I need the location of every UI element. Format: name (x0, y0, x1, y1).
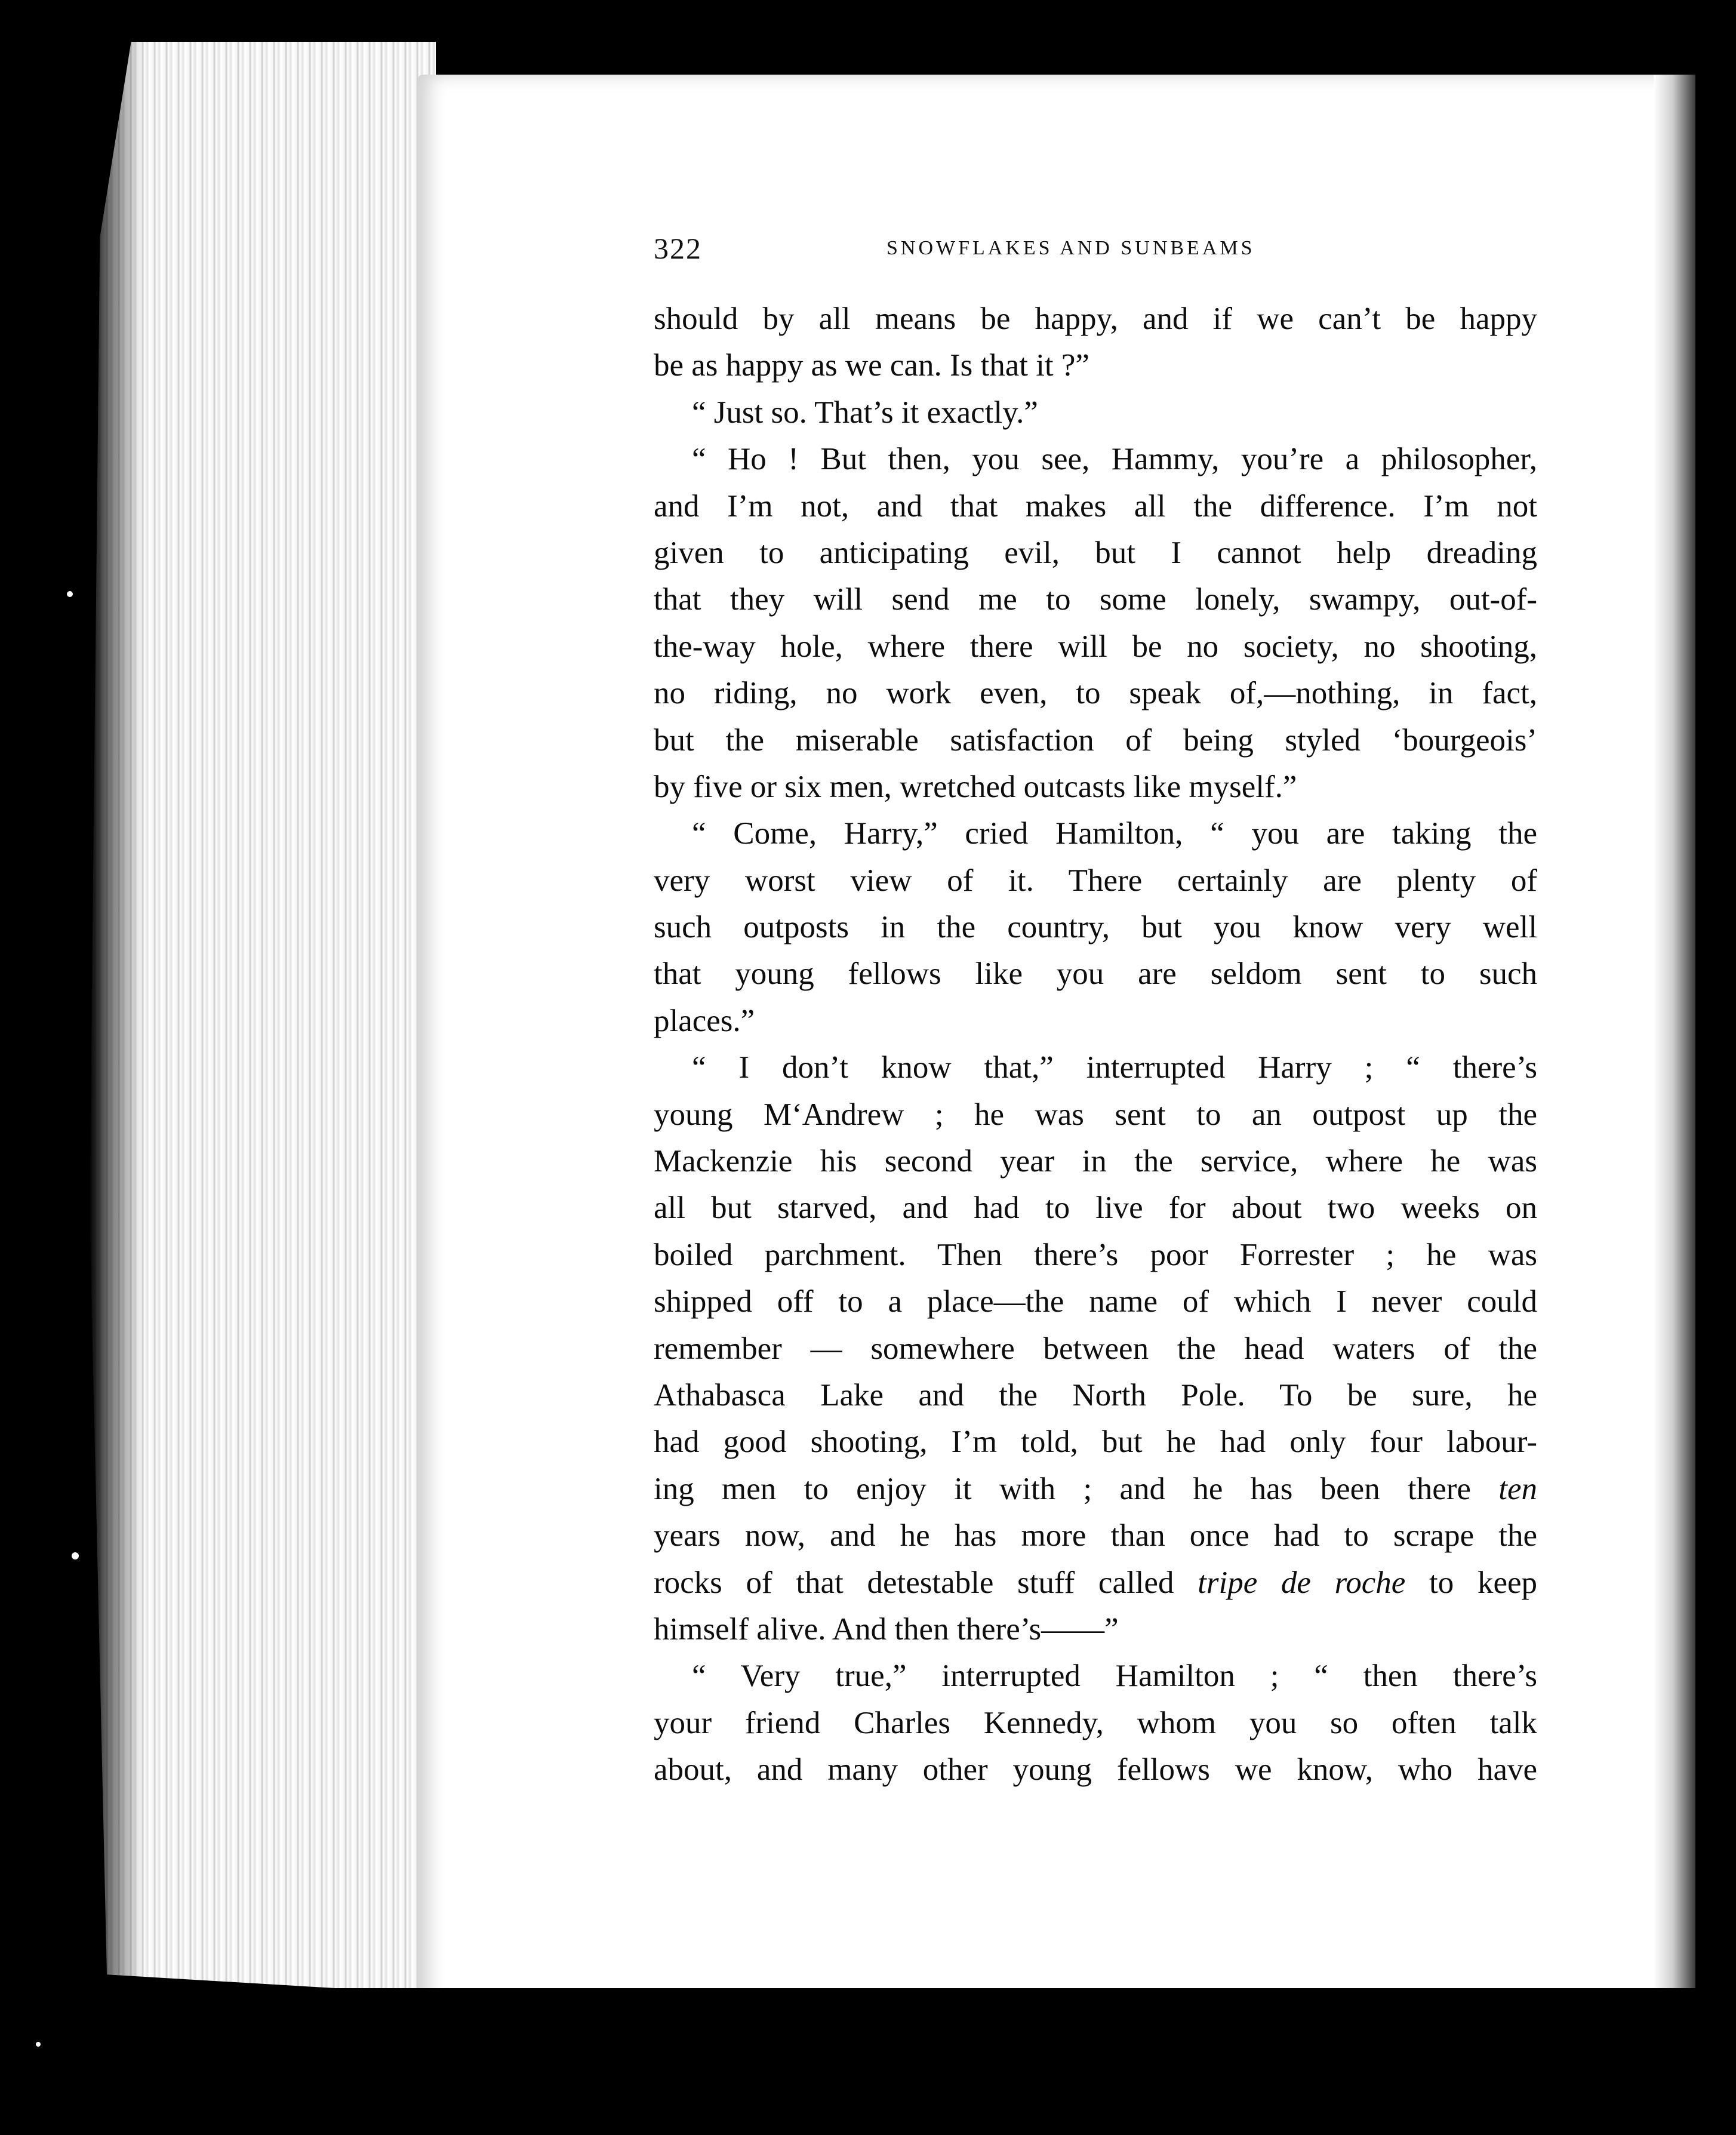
text-line-content: “ Come, Harry,” cried Hamilton, “ you are taking the (692, 816, 1537, 851)
text-line (654, 764, 1537, 810)
text-line-content: such outposts in the country, but you know very well (654, 910, 1537, 945)
text-line-content: all but starved, and had to live for about two weeks on (654, 1190, 1537, 1226)
text-line (654, 1185, 1537, 1231)
text-line (654, 623, 1537, 670)
text-line-content: shipped off to a place—the name of which I never could (654, 1284, 1537, 1319)
text-line-content: the-way hole, where there will be no society, no shooting, (654, 629, 1537, 664)
text-line-content: remember — somewhere between the head waters of the (654, 1331, 1537, 1366)
text-line (654, 1606, 1537, 1653)
italic-phrase: ten (1498, 1471, 1537, 1506)
text-line (654, 1278, 1537, 1325)
text-line-content: and I’m not, and that makes all the difference. I’m not (654, 488, 1537, 524)
text-line-content: years now, and he has more than once had to scrape the (654, 1518, 1537, 1553)
text-line-content: ing men to enjoy it with ; and he has been there (654, 1471, 1471, 1506)
text-line (654, 342, 1537, 389)
text-line-content: places.” (654, 1003, 755, 1038)
text-line (654, 950, 1537, 997)
text-line (654, 576, 1537, 623)
text-line-content: but the miserable satisfaction of being styled ‘bourgeois’ (654, 722, 1537, 758)
text-line (654, 1325, 1537, 1372)
text-line (654, 1232, 1537, 1278)
text-line (654, 810, 1537, 857)
text-line-tail: to keep (1429, 1565, 1537, 1600)
text-line (654, 717, 1537, 764)
text-line-content: that young fellows like you are seldom sent to such (654, 956, 1537, 992)
text-line (654, 436, 1537, 482)
text-line-content: had good shooting, I’m told, but he had only four labour- (654, 1425, 1537, 1460)
text-line-content: no riding, no work even, to speak of,—nothing, in fact, (654, 676, 1537, 711)
text-line-content: “ I don’t know that,” interrupted Harry ; “ there’s (692, 1050, 1537, 1085)
text-line-content: very worst view of it. There certainly are plenty of (654, 863, 1537, 898)
text-line (654, 857, 1537, 904)
text-line-content: “ Just so. That’s it exactly.” (692, 395, 1038, 430)
running-head-title: SNOWFLAKES AND SUNBEAMS (887, 237, 1255, 259)
text-line (654, 389, 1537, 436)
text-line (654, 483, 1537, 530)
fore-edge-shadow (90, 42, 143, 1994)
text-line (654, 530, 1537, 576)
text-line-content: himself alive. And then there’s——” (654, 1611, 1119, 1647)
text-line (654, 1138, 1537, 1185)
book-page (418, 75, 1695, 2039)
running-head (654, 231, 1609, 273)
text-line (654, 1746, 1537, 1793)
text-line (654, 1700, 1537, 1746)
text-line-content: Athabasca Lake and the North Pole. To be sure, he (654, 1377, 1537, 1413)
text-line-content: your friend Charles Kennedy, whom you so often talk (654, 1705, 1537, 1740)
scan-speck (36, 2042, 41, 2047)
text-line (654, 904, 1537, 950)
text-line-content: young M‘Andrew ; he was sent to an outpost up the (654, 1097, 1537, 1132)
text-line (654, 1372, 1537, 1419)
italic-phrase: tripe de roche (1198, 1565, 1406, 1600)
text-line-content: should by all means be happy, and if we can’t be happy (654, 302, 1537, 336)
page-gutter (1654, 75, 1695, 2039)
scan-speck (67, 591, 73, 597)
text-line-content: “ Ho ! But then, you see, Hammy, you’re a philosopher, (692, 442, 1537, 477)
text-line (654, 998, 1537, 1044)
text-line (654, 1653, 1537, 1699)
text-line-content: rocks of that detestable stuff called (654, 1565, 1174, 1600)
text-line-content: that they will send me to some lonely, swampy, out-of- (654, 582, 1537, 617)
text-line (654, 1512, 1537, 1559)
text-line (654, 670, 1537, 716)
text-line (654, 1091, 1537, 1138)
scan-bottom-edge (90, 1988, 1736, 2135)
text-line-content: given to anticipating evil, but I cannot help dreading (654, 535, 1537, 570)
scan-speck (72, 1552, 79, 1559)
text-line (654, 1419, 1537, 1465)
text-line-content: by five or six men, wretched outcasts like myself.” (654, 769, 1297, 804)
text-line-content: boiled parchment. Then there’s poor Forrester ; he was (654, 1237, 1537, 1272)
text-line (654, 1466, 1537, 1512)
page-number: 322 (654, 232, 702, 265)
text-line-content: “ Very true,” interrupted Hamilton ; “ then there’s (692, 1659, 1537, 1694)
text-line (654, 296, 1537, 342)
text-line (654, 1044, 1537, 1091)
text-line (654, 1559, 1537, 1606)
text-line-content: be as happy as we can. Is that it ?” (654, 348, 1089, 383)
body-text (654, 296, 1537, 1793)
text-line-content: Mackenzie his second year in the service, where he was (654, 1144, 1537, 1179)
text-line-content: about, and many other young fellows we know, who have (654, 1752, 1537, 1788)
